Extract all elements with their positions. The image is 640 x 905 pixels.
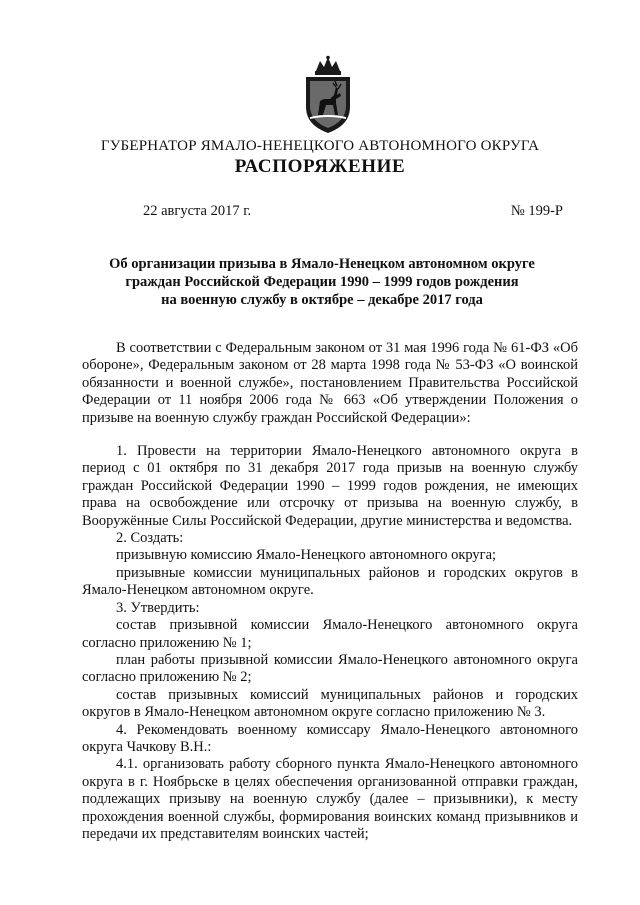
- document-type-heading: РАСПОРЯЖЕНИЕ: [234, 156, 406, 177]
- title-line-2: граждан Российской Федерации 1990 – 1999 годов рождения: [125, 274, 519, 290]
- clause-2: 2. Создать:: [116, 530, 184, 547]
- coat-of-arms-emblem: [296, 55, 360, 135]
- clause-3-item-3: состав призывных комиссий муниципальных районов и городских округов в Ямало-Ненецком автономном округе согласно приложению № 3.: [82, 686, 578, 721]
- document-number: № 199-Р: [510, 203, 563, 219]
- clause-2-item-1: призывную комиссию Ямало-Ненецкого автономного округа;: [116, 547, 497, 564]
- title-line-3: на военную службу в октябре – декабре 2017 года: [161, 292, 483, 308]
- clause-3-item-1: состав призывной комиссии Ямало-Ненецкого автономного округа согласно приложению № 1;: [82, 617, 578, 651]
- title-line-1: Об организации призыва в Ямало-Ненецком автономном округе: [109, 256, 535, 272]
- document-title: [60, 255, 584, 309]
- clause-4-1: 4.1. организовать работу сборного пункта Ямало-Ненецкого автономного округа в г. Ноябрьске в целях обеспечения организованной отправки граждан, подлежащих призыву на военную службу (далее – призывники), к месту прохождения военной службы, формирования воинских команд призывников и передачи их представителям воинских частей;: [82, 756, 578, 842]
- issuer-heading: ГУБЕРНАТОР ЯМАЛО-НЕНЕЦКОГО АВТОНОМНОГО ОКРУГА: [100, 138, 540, 154]
- document-body: [82, 340, 578, 843]
- clause-4: 4. Рекомендовать военному комиссару Ямало-Ненецкого автономного округа Чачкову В.Н.:: [82, 721, 578, 755]
- clause-1: 1. Провести на территории Ямало-Ненецкого автономного округа в период с 01 октября по 31 декабря 2017 года призыв на военную службу граждан Российской Федерации 1990 – 1999 годов рождения, не имеющих права на освобождение или отсрочку от призыва на военную службу, в Вооружённые Силы Российской Федерации, другие министерства и ведомства.: [82, 443, 578, 529]
- clause-3: 3. Утвердить:: [116, 599, 200, 616]
- preamble-paragraph: В соответствии с Федеральным законом от 31 мая 1996 года № 61-ФЗ «Об обороне», Федеральным законом от 28 марта 1998 года № 53-ФЗ «О воинской обязанности и военной службе», постановлением Правительства Российской Федерации от 11 ноября 2006 года № 663 «Об утверждении Положения о призыве на военную службу граждан Российской Федерации»:: [82, 340, 578, 426]
- clause-2-item-2: призывные комиссии муниципальных районов и городских округов в Ямало-Ненецком автономном округе.: [82, 564, 578, 599]
- clause-3-item-2: план работы призывной комиссии Ямало-Ненецкого автономного округа согласно приложению № 2;: [82, 651, 578, 686]
- document-date: 22 августа 2017 г.: [143, 203, 252, 219]
